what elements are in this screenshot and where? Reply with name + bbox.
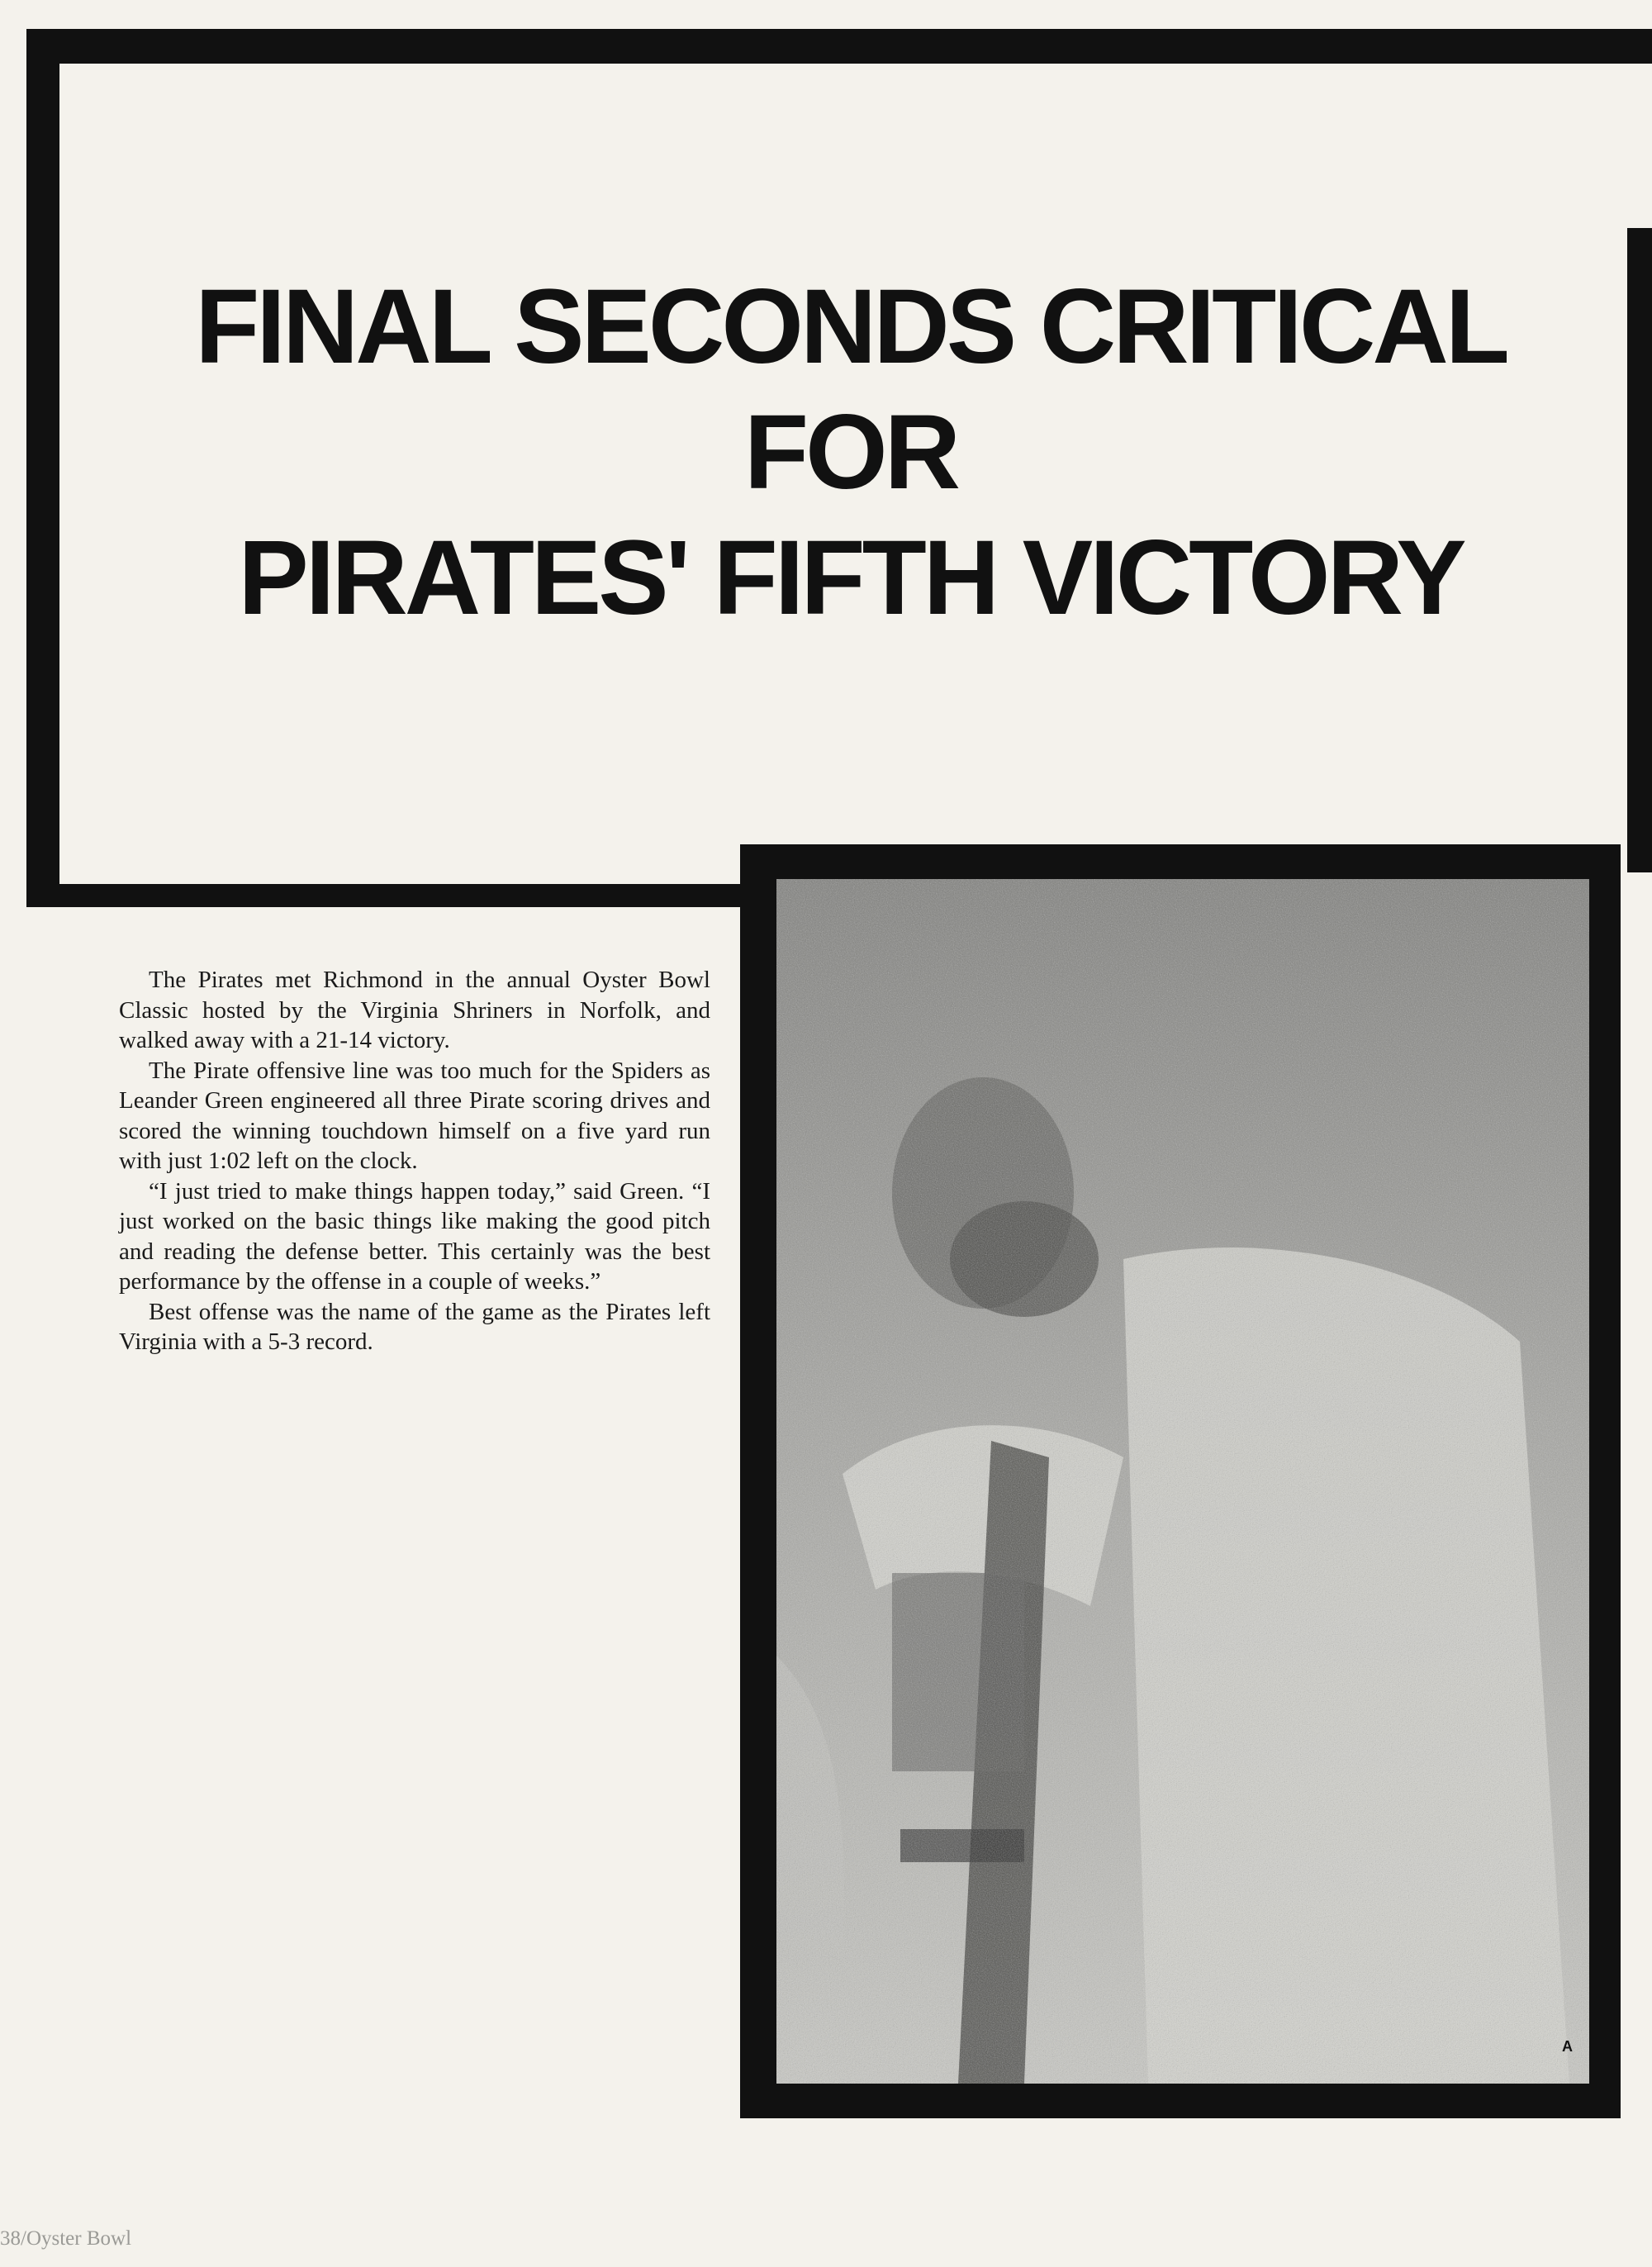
headline-line-1: FINAL SECONDS CRITICAL [195,268,1507,386]
frame-top-bar [26,29,1652,64]
frame-bottom-bar [26,884,745,907]
headline [83,264,1619,641]
frame-left-bar [26,29,59,907]
article-body [119,965,710,1357]
page-folio: 38/Oyster Bowl [0,2227,132,2250]
headline-line-2: FOR [743,393,958,511]
photo-credit-mark: A [1562,2038,1573,2055]
frame-right-tab [1627,228,1652,872]
football-player-photo [776,879,1589,2084]
article-paragraph-2: The Pirate offensive line was too much for the Spiders as Leander Green engineered all three Pirate scoring drives and scored the winning touchdown himself on a five yard run with just 1:02 left on the clock. [119,1057,710,1174]
article-paragraph-4: Best offense was the name of the game as the Pirates left Virginia with a 5-3 record. [119,1298,710,1355]
headline-line-3: PIRATES' FIFTH VICTORY [238,519,1464,637]
article-paragraph-1: The Pirates met Richmond in the annual Oyster Bowl Classic hosted by the Virginia Shriners in Norfolk, and walked away with a 21-14 victory. [119,967,710,1053]
photo-frame [740,844,1621,2118]
article-paragraph-3: “I just tried to make things happen today,” said Green. “I just worked on the basic things like making the good pitch and reading the defense better. This certainly was the best performance by the offense in a couple of weeks.” [119,1177,710,1295]
